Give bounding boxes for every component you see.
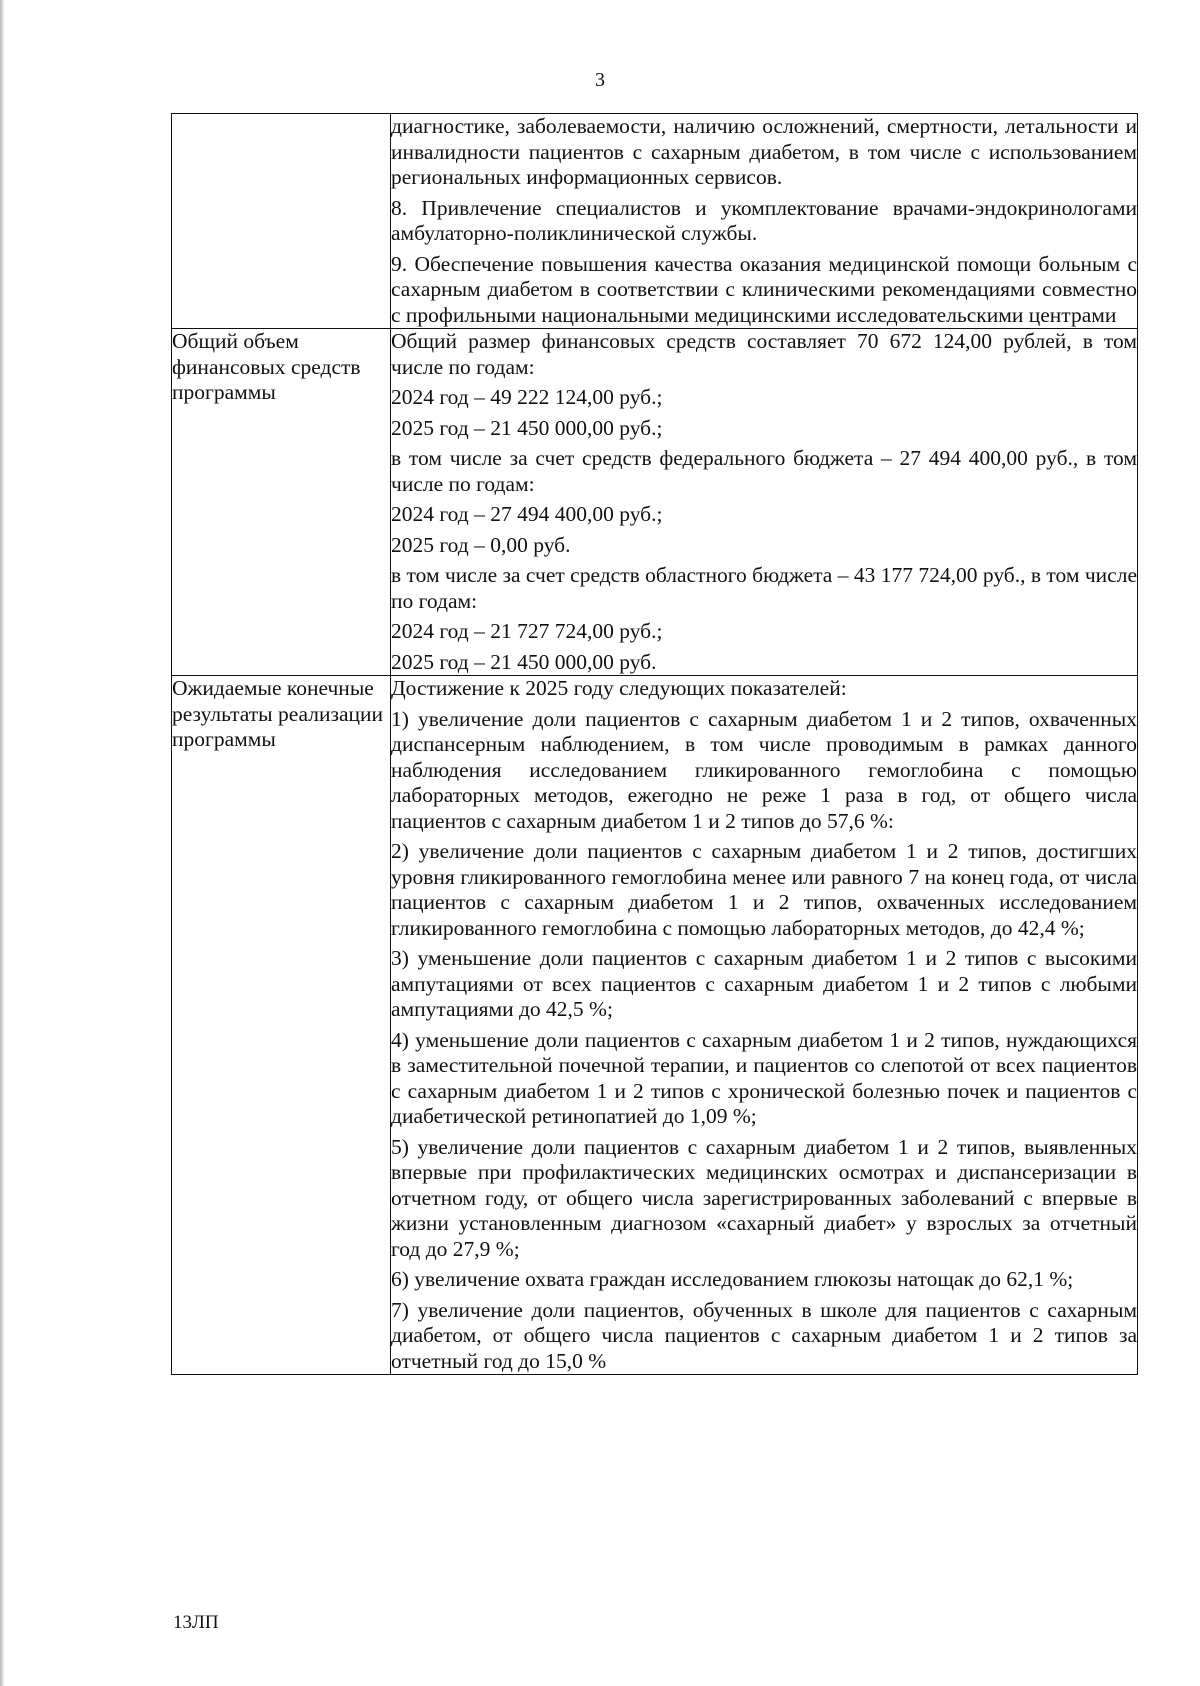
funding-regional-total: в том числе за счет средств областного бюджета – 43 177 724,00 руб., в том числе по годам: [391,563,1137,613]
result-item-4: 4) уменьшение доли пациентов с сахарным диабетом 1 и 2 типов, нуждающихся в заместительной почечной терапии, и пациентов со слепотой от всех пациентов с сахарным диабетом 1 и 2 типов с хронической болезнью почек и пациентов с диабетической ретинопатией до 1,09 %; [391,1027,1137,1128]
result-item-1: 1) увеличение доли пациентов с сахарным диабетом 1 и 2 типов, охваченных диспансерным наблюдением, в том числе проводимым в рамках данного наблюдения исследованием гликированного гемоглобина с помощью лабораторных методов, ежегодно не реже 1 раза в год, от общего числа пациентов с сахарным диабетом 1 и 2 типов до 57,6 %: [391,706,1137,833]
row-content [391,114,1138,329]
row-label: Общий объем финансовых средств программы [172,329,391,676]
row-label [172,114,391,329]
funding-federal-total: в том числе за счет средств федерального бюджета – 27 494 400,00 руб., в том числе по годам: [391,446,1137,496]
result-item-6: 6) увеличение охвата граждан исследованием глюкозы натощак до 62,1 %; [391,1267,1074,1291]
task-item-9: 9. Обеспечение повышения качества оказания медицинской помощи больным с сахарным диабетом в соответствии с клиническими рекомендациями совместно с профильными национальными медицинскими исследовательскими центрами [391,251,1137,327]
row-label: Ожидаемые конечные результаты реализации программы [172,676,391,1375]
funding-year-2025: 2025 год – 21 450 000,00 руб.; [391,415,663,440]
document-code: 13ЛП [173,1612,219,1633]
program-passport-table [171,113,1138,1375]
table-row-tasks-continued [172,114,1138,329]
result-item-5: 5) увеличение доли пациентов с сахарным диабетом 1 и 2 типов, выявленных впервые при профилактических медицинских осмотрах и диспансеризации в отчетном году, от общего числа зарегистрированных заболеваний с впервые в жизни установленным диагнозом «сахарный диабет» у взрослых за отчетный год до 27,9 %; [391,1134,1137,1261]
row-content [391,329,1138,676]
scan-page-edge [0,0,4,1686]
funding-regional-2025: 2025 год – 21 450 000,00 руб. [391,649,657,674]
funding-federal-2024: 2024 год – 27 494 400,00 руб.; [391,502,663,526]
table-row-funding [172,329,1138,676]
page-number: 3 [595,69,605,91]
task-paragraph-continued: диагностике, заболеваемости, наличию осложнений, смертности, летальности и инвалидности пациентов с сахарным диабетом, в том числе с использованием региональных информационных сервисов. [391,114,1137,189]
row-content [391,676,1138,1375]
result-item-7: 7) увеличение доли пациентов, обученных в школе для пациентов с сахарным диабетом, от общего числа пациентов с сахарным диабетом 1 и 2 типов за отчетный год до 15,0 % [391,1297,1137,1373]
funding-year-2024: 2024 год – 49 222 124,00 руб.; [391,385,663,409]
results-intro: Достижение к 2025 году следующих показателей: [391,676,847,700]
funding-federal-2025: 2025 год – 0,00 руб. [391,532,571,557]
task-item-8: 8. Привлечение специалистов и укомплектование врачами-эндокринологами амбулаторно-поликлинической службы. [391,195,1137,245]
table-row-expected-results [172,676,1138,1375]
funding-total: Общий размер финансовых средств составляет 70 672 124,00 рублей, в том числе по годам: [391,329,1137,379]
result-item-3: 3) уменьшение доли пациентов с сахарным диабетом 1 и 2 типов с высокими ампутациями от всех пациентов с сахарным диабетом 1 и 2 типов с любыми ампутациями до 42,5 %; [391,946,1137,1021]
funding-regional-2024: 2024 год – 21 727 724,00 руб.; [391,619,663,643]
result-item-2: 2) увеличение доли пациентов с сахарным диабетом 1 и 2 типов, достигших уровня гликированного гемоглобина менее или равного 7 на конец года, от числа пациентов с сахарным диабетом 1 и 2 типов, охваченных исследованием гликированного гемоглобина с помощью лабораторных методов, до 42,4 %; [391,839,1137,940]
